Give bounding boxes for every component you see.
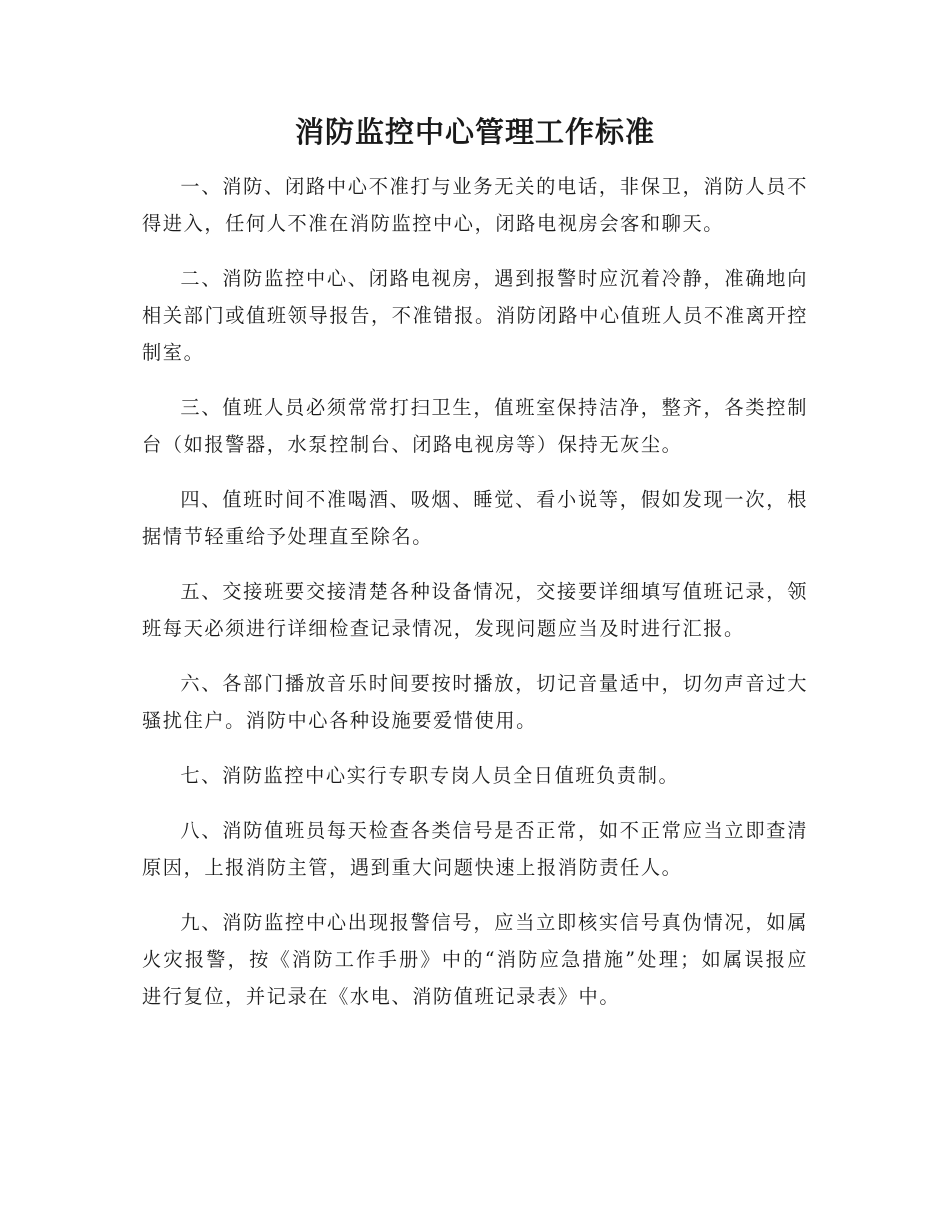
paragraph-number: 二、	[180, 267, 223, 290]
paragraph-text: 值班人员必须常常打扫卫生，值班室保持洁净，整齐，各类控制台（如报警器，水泵控制台、闭路电视房等）保持无灰尘。	[142, 396, 808, 456]
paragraph-7	[142, 757, 808, 794]
paragraph-text: 各部门播放音乐时间要按时播放，切记音量适中，切勿声音过大骚扰住户。消防中心各种设施要爱惜使用。	[142, 672, 808, 732]
paragraph-8	[142, 812, 808, 886]
paragraph-number: 九、	[180, 911, 223, 934]
paragraph-3	[142, 389, 808, 463]
paragraph-6	[142, 665, 808, 739]
paragraph-text: 消防、闭路中心不准打与业务无关的电话，非保卫，消防人员不得进入，任何人不准在消防监控中心，闭路电视房会客和聊天。	[142, 175, 808, 235]
paragraph-4	[142, 481, 808, 555]
paragraph-number: 五、	[180, 580, 223, 603]
paragraph-5	[142, 573, 808, 647]
paragraph-number: 七、	[180, 764, 222, 787]
paragraph-number: 四、	[180, 488, 223, 511]
paragraph-text: 交接班要交接清楚各种设备情况，交接要详细填写值班记录，领班每天必须进行详细检查记录情况，发现问题应当及时进行汇报。	[142, 580, 808, 640]
paragraph-text: 消防值班员每天检查各类信号是否正常，如不正常应当立即查清原因，上报消防主管，遇到重大问题快速上报消防责任人。	[142, 819, 808, 879]
paragraph-text: 消防监控中心实行专职专岗人员全日值班负责制。	[221, 764, 680, 787]
paragraph-9	[142, 904, 808, 1015]
paragraph-text: 消防监控中心出现报警信号，应当立即核实信号真伪情况，如属火灾报警，按《消防工作手册》中的“消防应急措施”处理；如属误报应进行复位，并记录在《水电、消防值班记录表》中。	[142, 911, 808, 1008]
paragraph-text: 值班时间不准喝酒、吸烟、睡觉、看小说等，假如发现一次，根据情节轻重给予处理直至除名。	[142, 488, 808, 548]
paragraph-number: 八、	[180, 819, 223, 842]
paragraph-2	[142, 260, 808, 371]
paragraph-text: 消防监控中心、闭路电视房，遇到报警时应沉着冷静，准确地向相关部门或值班领导报告，不准错报。消防闭路中心值班人员不准离开控制室。	[142, 267, 808, 364]
paragraph-1	[142, 168, 808, 242]
document-body	[142, 168, 808, 1033]
paragraph-number: 三、	[180, 396, 223, 419]
document-title: 消防监控中心管理工作标准	[294, 115, 655, 149]
paragraph-number: 六、	[180, 672, 223, 695]
paragraph-number: 一、	[180, 175, 223, 198]
